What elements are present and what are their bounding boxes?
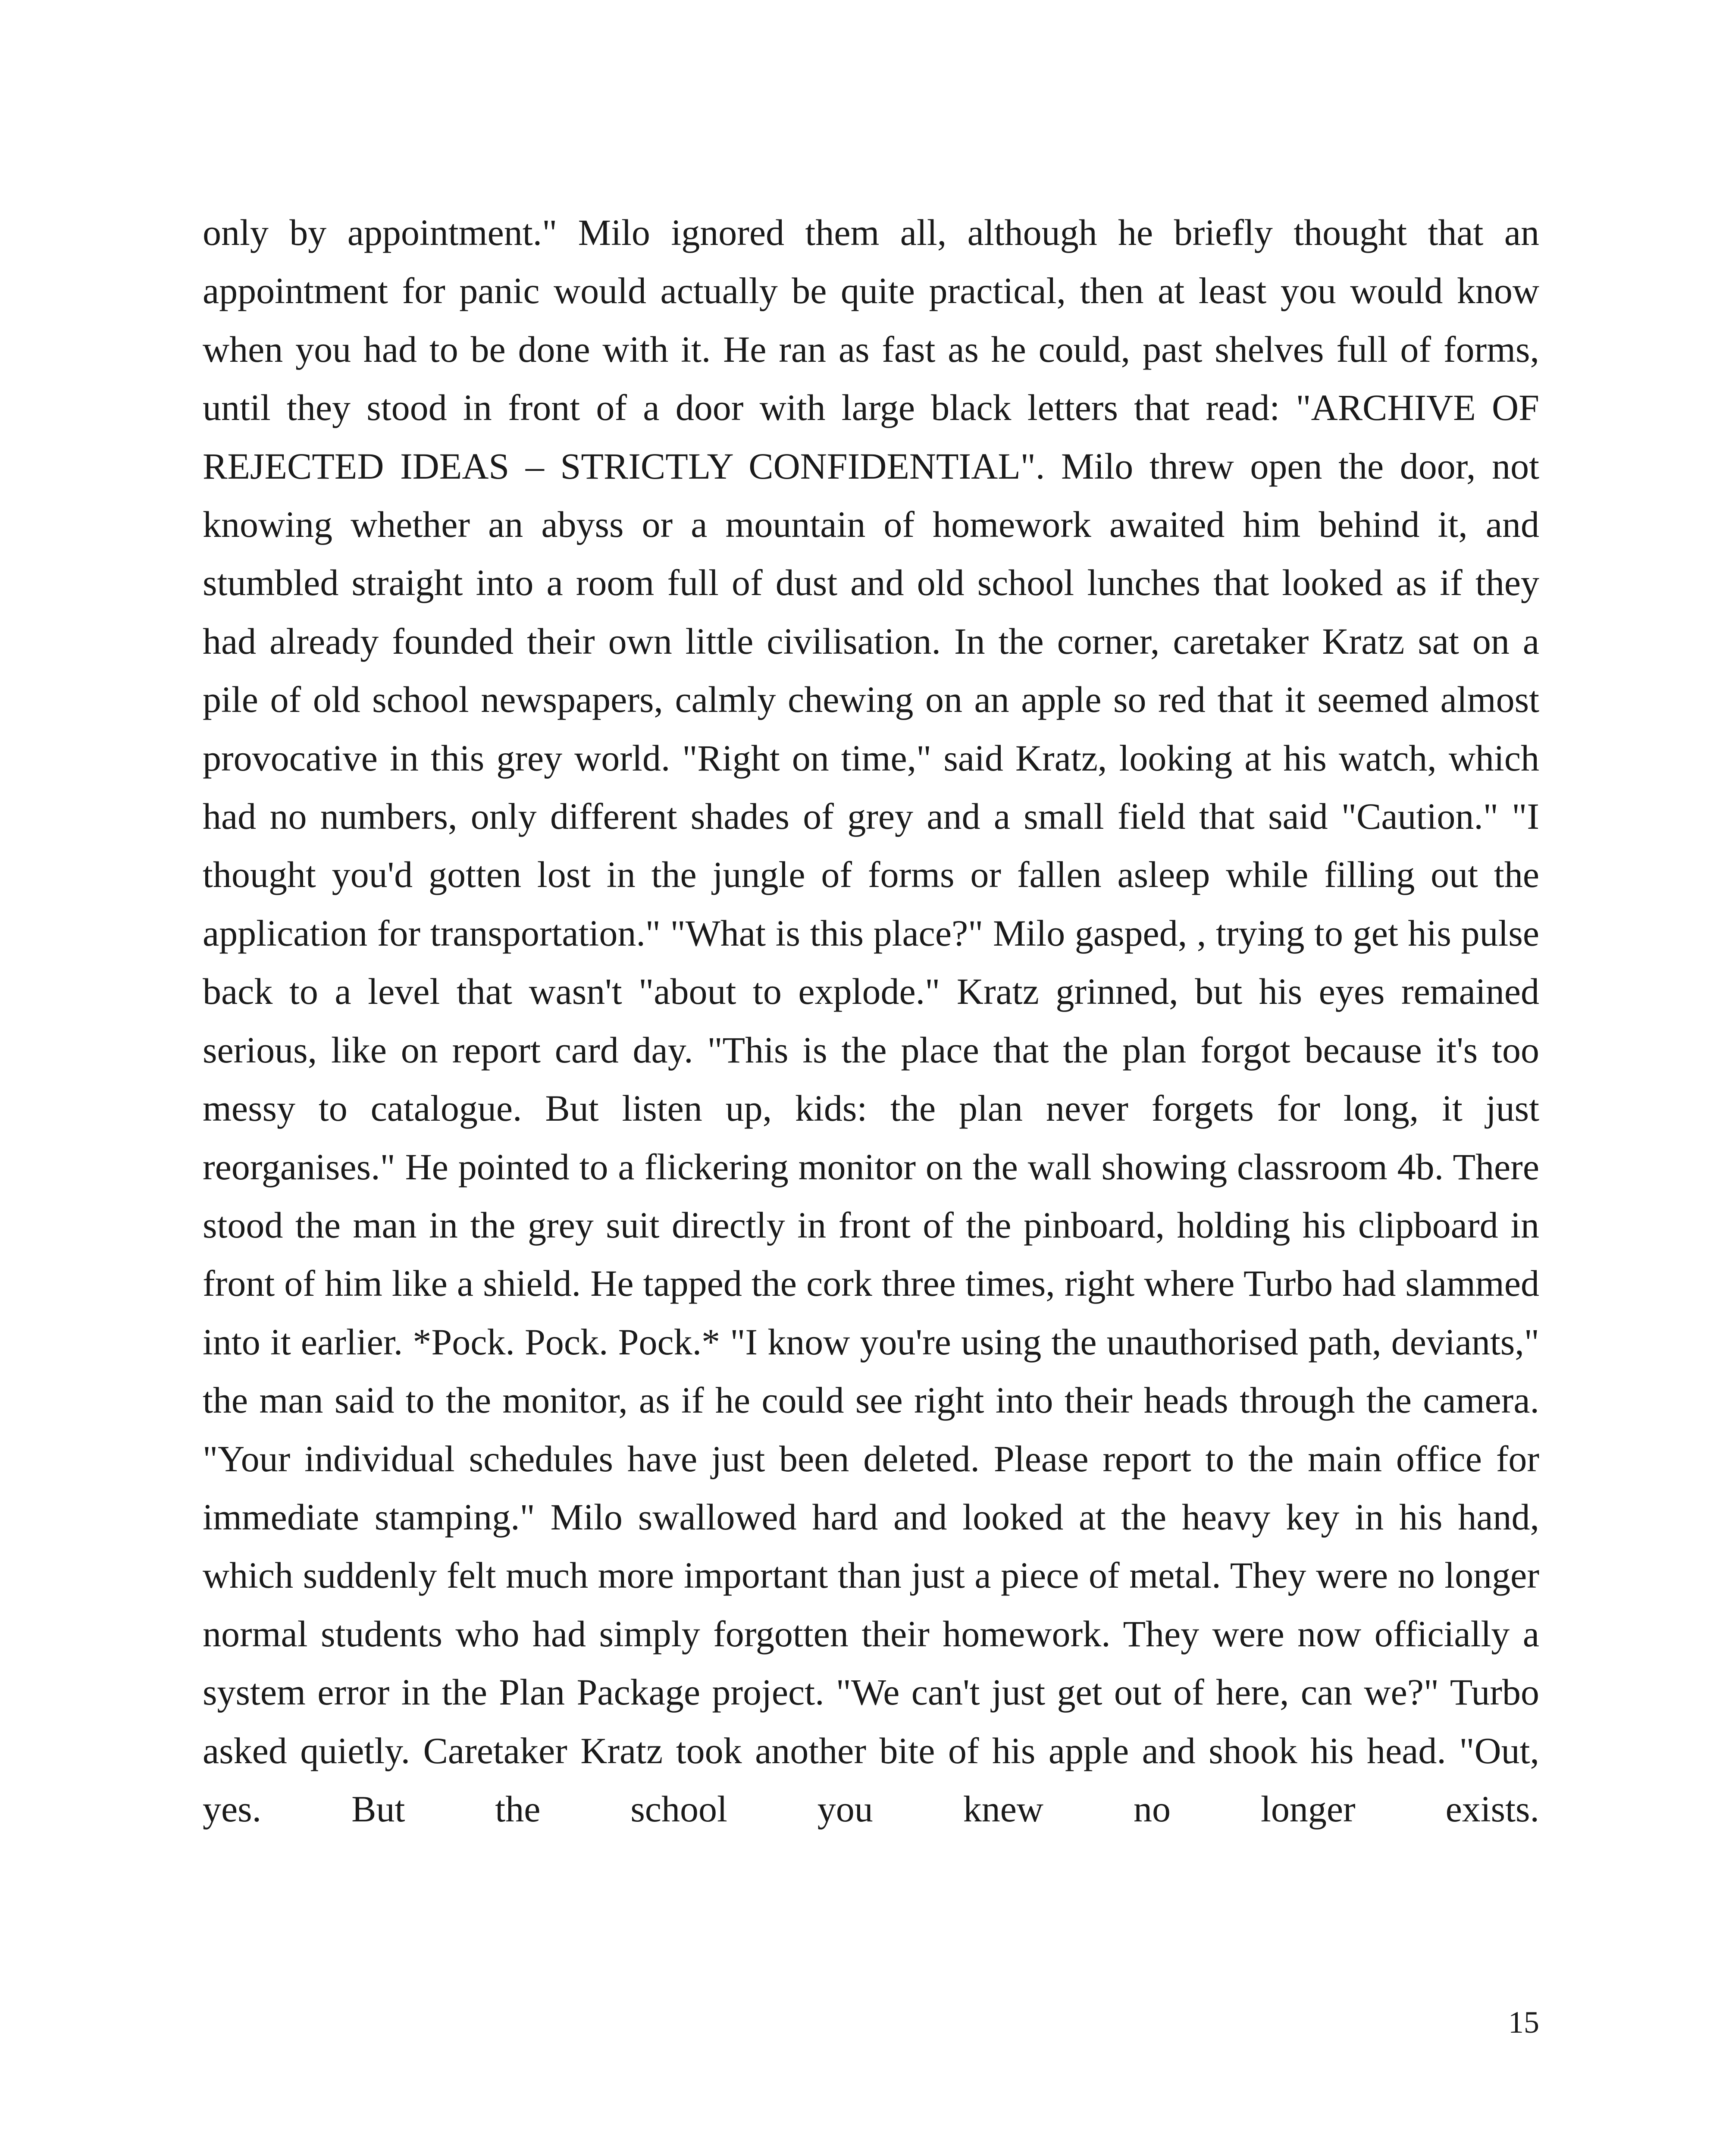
body-paragraph: only by appointment." Milo ignored them all, although he briefly thought that an appointment for panic would actually be quite practical, then at least you would know when you had to be done with it. He ran as fast as he could, past shelves full of forms, until they stood in front of a door with large black letters that read: "ARCHIVE OF REJECTED IDEAS – STRICTLY CONFIDENTIAL". Milo threw open the door, not knowing whether an abyss or a mountain of homework awaited him behind it, and stumbled straight into a room full of dust and old school lunches that looked as if they had already founded their own little civilisation. In the corner, caretaker Kratz sat on a pile of old school newspapers, calmly chewing on an apple so red that it seemed almost provocative in this grey world. "Right on time," said Kratz, looking at his watch, which had no numbers, only different shades of grey and a small field that said "Caution." "I thought you'd gotten lost in the jungle of forms or fallen asleep while filling out the application for transportation." "What is this place?" Milo gasped, , trying to get his pulse back to a level that wasn't "about to explode." Kratz grinned, but his eyes remained serious, like on report card day. "This is the place that the plan forgot because it's too messy to catalogue. But listen up, kids: the plan never forgets for long, it just reorganises." He pointed to a flickering monitor on the wall showing classroom 4b. There stood the man in the grey suit directly in front of the pinboard, holding his clipboard in front of him like a shield. He tapped the cork three times, right where Turbo had slammed into it earlier. *Pock. Pock. Pock.* "I know you're using the unauthorised path, deviants," the man said to the monitor, as if he could see right into their heads through the camera. "Your individual schedules have just been deleted. Please report to the main office for immediate stamping." Milo swallowed hard and looked at the heavy key in his hand, which suddenly felt much more important than just a piece of metal. They were no longer normal students who had simply forgotten their homework. They were now officially a system error in the Plan Package project. "We can't just get out of here, can we?" Turbo asked quietly. Caretaker Kratz took another bite of his apple and shook his head. "Out, yes. But the school you knew no longer exists. (203, 212, 1539, 1830)
page-number: 15 (1508, 2005, 1539, 2040)
